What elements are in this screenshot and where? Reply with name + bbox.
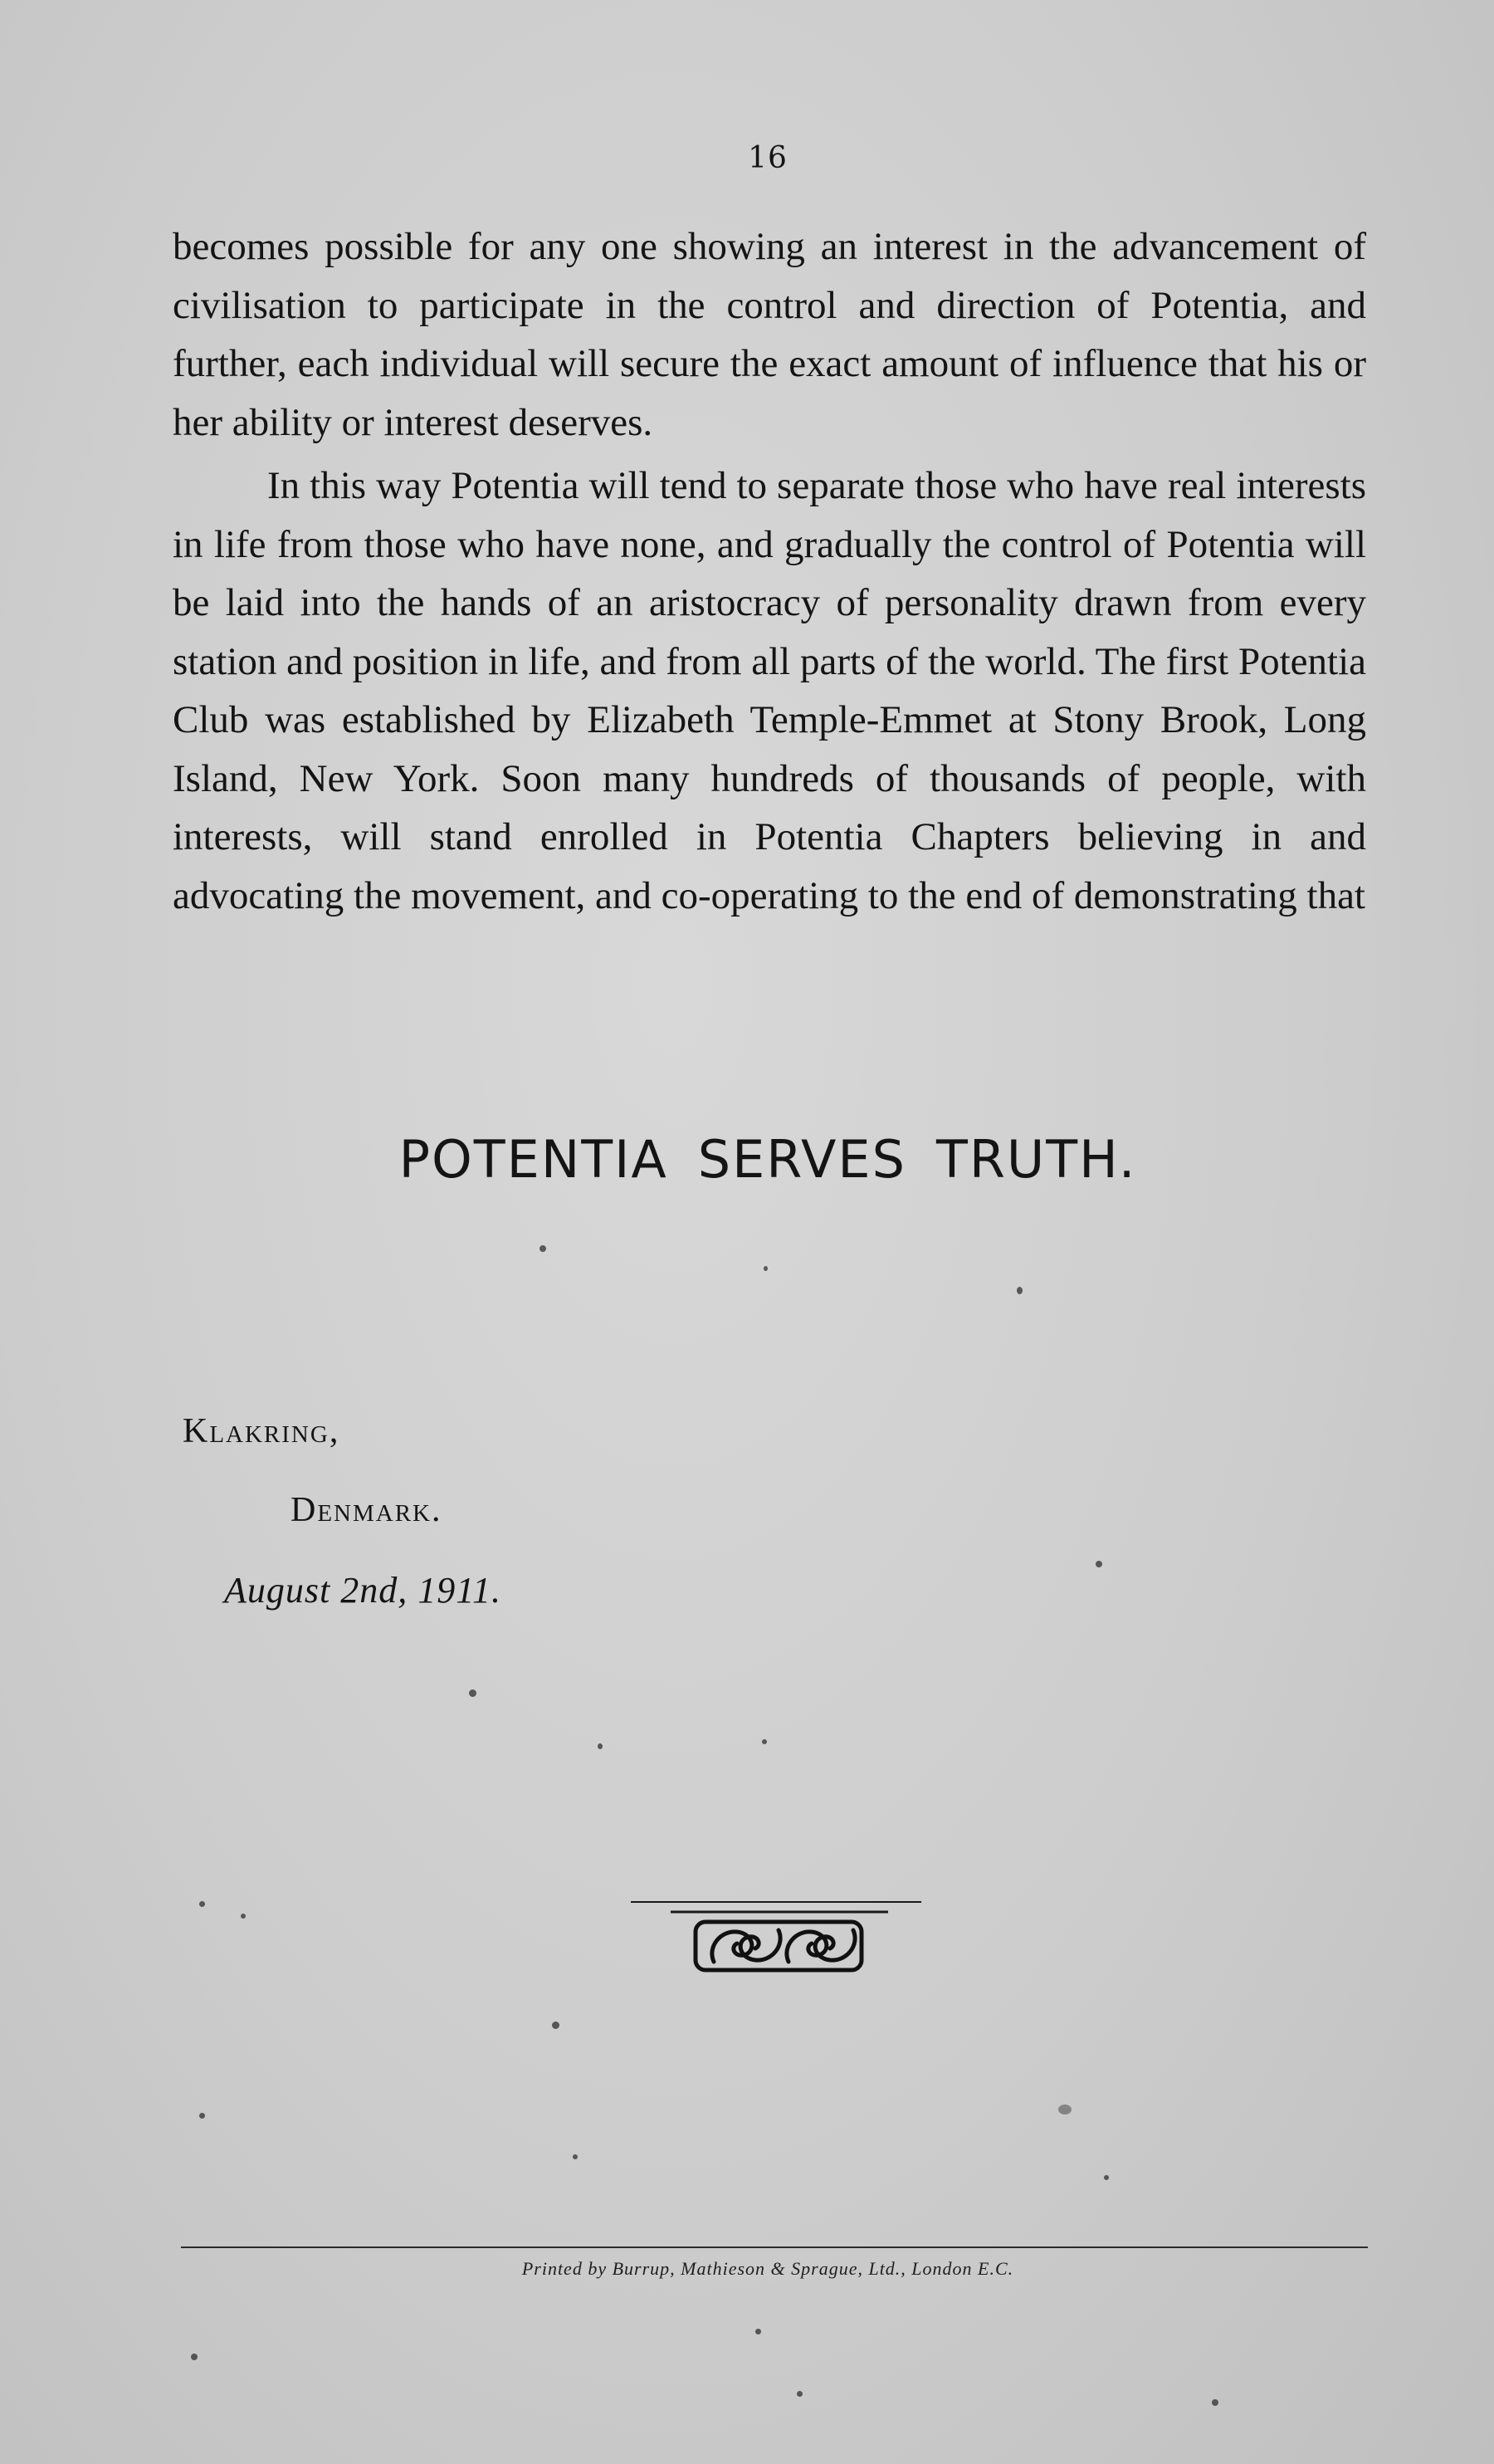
paper-speck	[1058, 2105, 1072, 2114]
signoff-place-country: Denmark.	[290, 1491, 442, 1529]
footer-rule	[181, 2246, 1368, 2248]
paper-speck	[1096, 1561, 1102, 1567]
motto-heading	[0, 1129, 1494, 1190]
paper-speck	[797, 2391, 803, 2397]
paper-speck	[191, 2354, 198, 2360]
signoff-place-city: Klakring,	[183, 1412, 340, 1450]
paper-speck	[755, 2329, 761, 2334]
paper-speck	[1212, 2399, 1218, 2406]
scroll-ornament-icon	[631, 1897, 930, 1980]
motto-word-potentia: POTENTIA	[398, 1129, 668, 1190]
paper-speck	[1017, 1287, 1023, 1294]
motto-word-serves: SERVES	[697, 1129, 906, 1190]
paper-speck	[1104, 2175, 1109, 2180]
paper-speck	[573, 2154, 578, 2159]
signoff-date: August 2nd, 1911.	[224, 1570, 501, 1611]
paper-speck	[764, 1266, 768, 1271]
paragraph-potentia-aristocracy: In this way Potentia will tend to separate those who have real interests in life from those who have none, and gradually the control of Potentia will be laid into the hands of an aristocracy of personality drawn from every station and position in life, and from all parts of the world. The first Potentia Club was established by Elizabeth Temple-Emmet at Stony Brook, Long Island, New York. Soon many hundreds of thousands of people, with interests, will stand enrolled in Potentia Chapters believing in and advocating the movement, and co-operating to the end of demonstrating that	[173, 464, 1366, 917]
paper-speck	[469, 1689, 476, 1697]
paper-speck	[199, 1901, 205, 1907]
body-text	[173, 218, 1366, 930]
paper-speck	[241, 1914, 246, 1919]
paper-speck	[552, 2022, 559, 2029]
paper-speck	[540, 1245, 546, 1252]
paper-speck	[598, 1743, 603, 1749]
printer-imprint: Printed by Burrup, Mathieson & Sprague, Ltd., London E.C.	[521, 2258, 1014, 2279]
motto-word-truth: TRUTH.	[935, 1129, 1137, 1190]
paragraph-continuation: becomes possible for any one showing an interest in the advancement of civilisation to participate in the control and direction of Potentia, and further, each individual will secure the exact amount of influence that his or her ability or interest deserves.	[173, 225, 1366, 444]
page-number: 16	[748, 141, 788, 175]
paper-speck	[762, 1739, 767, 1744]
paper-speck	[199, 2113, 205, 2119]
